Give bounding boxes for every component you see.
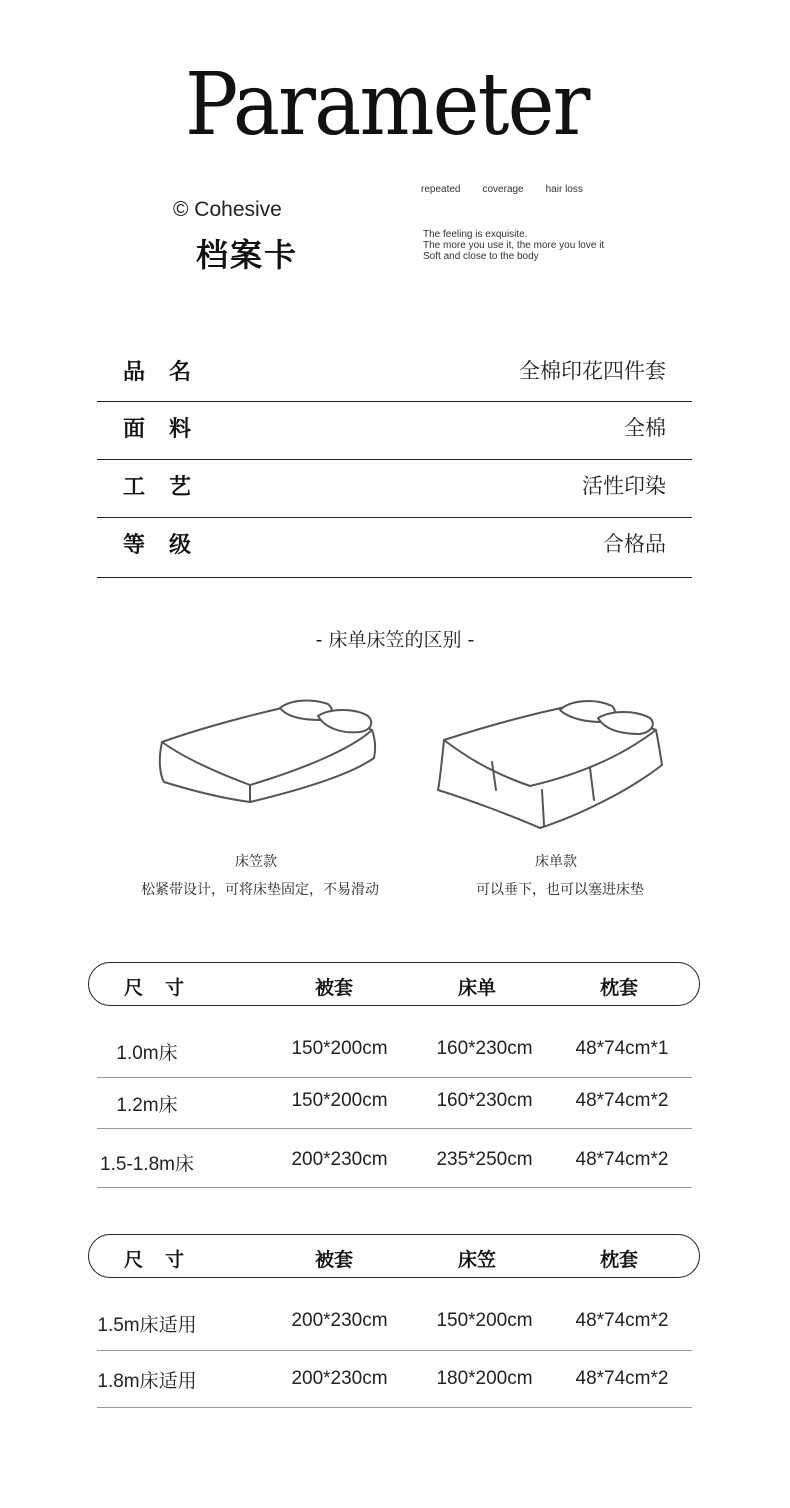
- header-cell: 枕套: [599, 977, 638, 999]
- param-row: [97, 402, 692, 460]
- table-cell: 1.0m床: [116, 1043, 178, 1064]
- param-label: 品名: [123, 360, 216, 385]
- header-cell: 被套: [314, 1249, 353, 1271]
- table-cell: 1.5-1.8m床: [100, 1154, 194, 1175]
- header-cell: 床单: [457, 977, 496, 999]
- table-cell: 160*230cm: [436, 1090, 533, 1111]
- tag: hair loss: [545, 184, 583, 195]
- table-header: [88, 962, 700, 1006]
- table-cell: 200*230cm: [291, 1149, 388, 1170]
- param-value: 活性印染: [582, 474, 666, 498]
- table-cell: 1.2m床: [116, 1095, 178, 1116]
- param-row: [97, 518, 692, 578]
- table-cell: 48*74cm*1: [575, 1038, 669, 1059]
- parameter-list: [97, 345, 692, 578]
- description-line: The more you use it, the more you love it: [423, 240, 605, 251]
- table-cell: 150*200cm: [436, 1310, 533, 1331]
- fitted-sheet-name: 床笠款: [235, 854, 277, 870]
- param-row: [97, 460, 692, 518]
- table-row: [97, 1129, 692, 1188]
- table-cell: 1.8m床适用: [97, 1371, 197, 1392]
- param-value: 全棉: [624, 416, 666, 440]
- table-cell: 1.5m床适用: [97, 1315, 197, 1336]
- header-cell: 尺寸: [124, 977, 207, 999]
- param-label: 工艺: [123, 475, 216, 500]
- fitted-sheet-desc: 松紧带设计，可将床垫固定，不易滑动: [141, 882, 379, 898]
- fitted-sheet-illustration: [150, 690, 390, 825]
- table-cell: 180*200cm: [436, 1368, 533, 1389]
- section-title: - 床单床笠的区别 -: [315, 629, 475, 651]
- feature-tags: [421, 184, 605, 195]
- archive-card-label: 档案卡: [196, 236, 299, 274]
- table-row: [97, 1294, 692, 1351]
- page-title: Parameter: [185, 55, 589, 155]
- description-line: The feeling is exquisite.: [423, 229, 528, 240]
- param-value: 全棉印花四件套: [519, 359, 666, 383]
- header-cell: 被套: [314, 977, 353, 999]
- param-row: [97, 345, 692, 402]
- table-cell: 200*230cm: [291, 1368, 388, 1389]
- table-header: [88, 1234, 700, 1278]
- header-cell: 尺寸: [124, 1249, 207, 1271]
- table-cell: 48*74cm*2: [575, 1368, 669, 1389]
- table-cell: 200*230cm: [291, 1310, 388, 1331]
- flat-sheet-illustration: [430, 690, 670, 835]
- table-cell: 48*74cm*2: [575, 1149, 669, 1170]
- size-table-flat: [88, 962, 700, 1192]
- param-label: 面料: [123, 417, 216, 442]
- description: [423, 229, 604, 262]
- table-cell: 150*200cm: [291, 1038, 388, 1059]
- tag: repeated: [421, 184, 461, 195]
- param-label: 等级: [123, 533, 216, 558]
- brand-name: © Cohesive: [173, 198, 282, 221]
- table-cell: 150*200cm: [291, 1090, 388, 1111]
- description-line: Soft and close to the body: [423, 251, 539, 262]
- table-cell: 235*250cm: [436, 1149, 533, 1170]
- tag: coverage: [482, 184, 524, 195]
- table-cell: 48*74cm*2: [575, 1090, 669, 1111]
- table-cell: 48*74cm*2: [575, 1310, 669, 1331]
- size-table-fitted: [88, 1234, 700, 1414]
- table-cell: 160*230cm: [436, 1038, 533, 1059]
- flat-sheet-desc: 可以垂下，也可以塞进床垫: [476, 882, 644, 898]
- flat-sheet-name: 床单款: [535, 854, 577, 870]
- table-row: [97, 1351, 692, 1408]
- table-row: [97, 1022, 692, 1078]
- param-value: 合格品: [603, 532, 666, 556]
- table-row: [97, 1078, 692, 1129]
- header-cell: 枕套: [599, 1249, 638, 1271]
- header-cell: 床笠: [457, 1249, 496, 1271]
